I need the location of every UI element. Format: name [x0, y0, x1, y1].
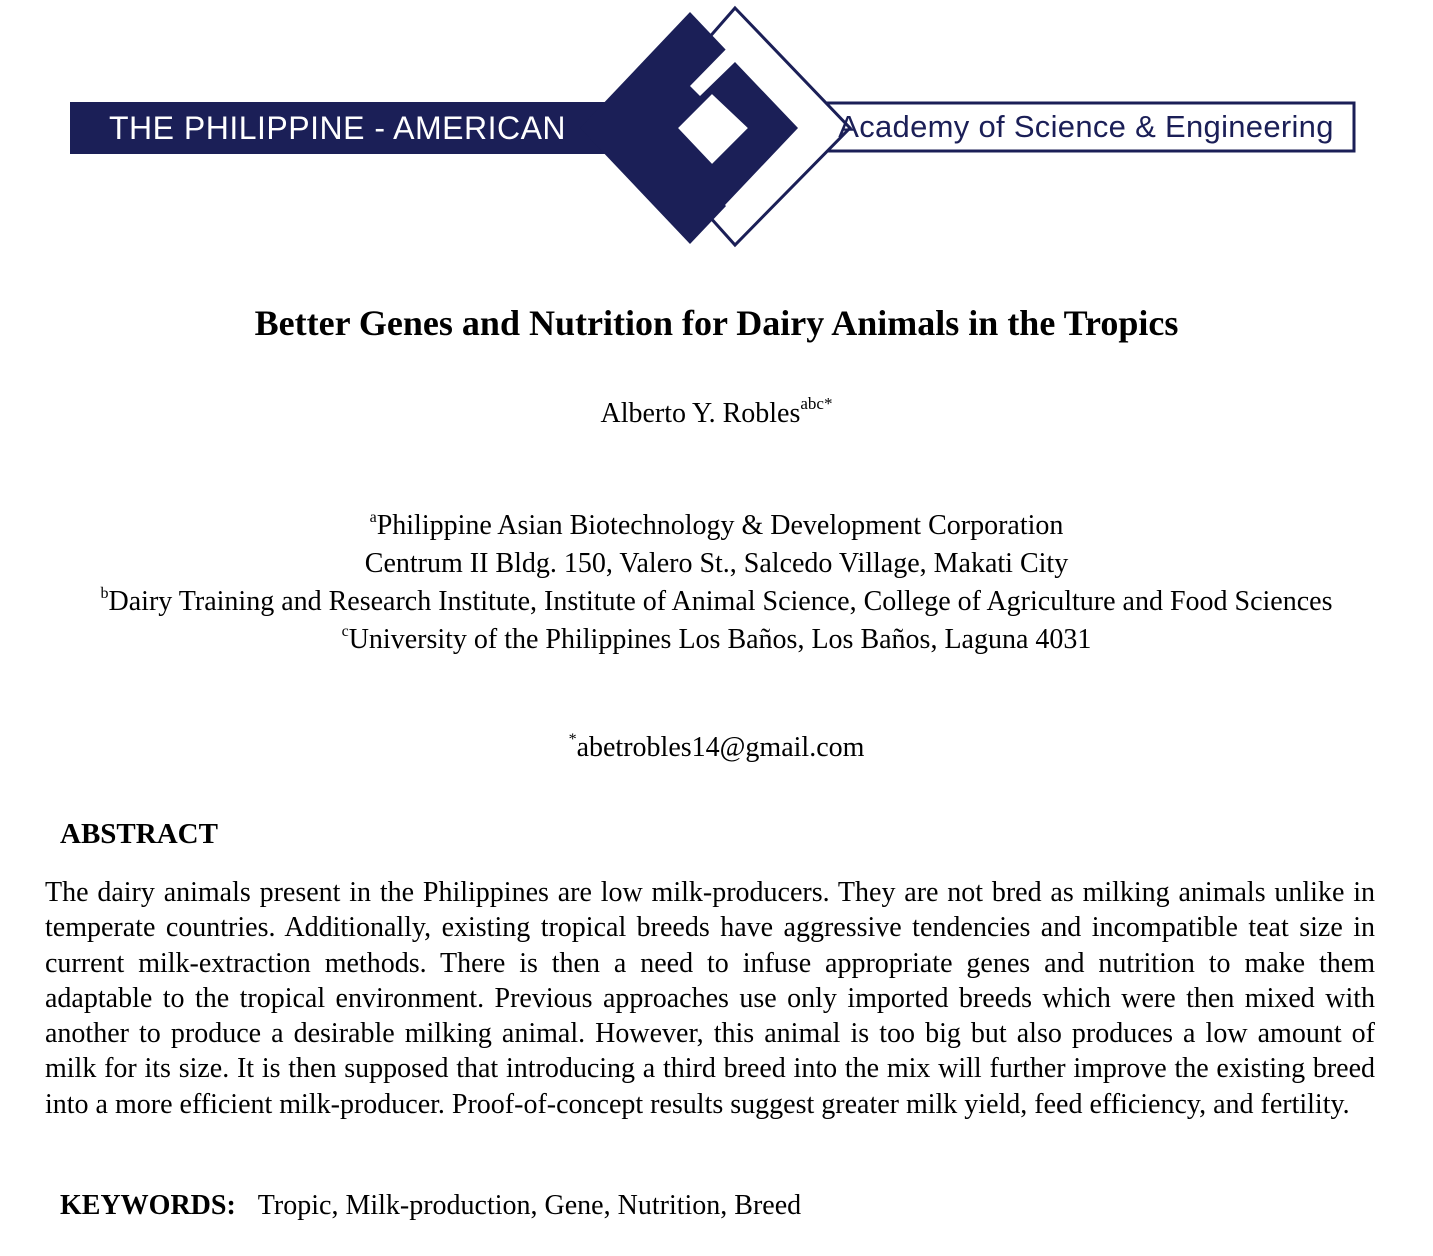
affiliations [60, 507, 1373, 659]
affiliation-text: Centrum II Bldg. 150, Valero St., Salcedo Village, Makati City [364, 548, 1069, 579]
affiliation-line [60, 621, 1373, 659]
corresponding-email [0, 732, 1433, 764]
banner-right-text: Academy of Science & Engineering [838, 109, 1334, 144]
affiliation-mark: a [369, 509, 377, 526]
affiliation-line [60, 545, 1373, 583]
author-affiliation-marks: abc* [800, 394, 833, 413]
affiliation-line [60, 507, 1373, 545]
keywords-text: Tropic, Milk-production, Gene, Nutrition, Breed [257, 1190, 802, 1221]
author-line [0, 394, 1433, 430]
keywords-label: KEYWORDS: [60, 1190, 236, 1221]
affiliation-mark: c [341, 623, 349, 640]
abstract-body: The dairy animals present in the Philippines are low milk-producers. They are not bred as milking animals unlike in temperate countries. Additionally, existing tropical breeds have aggressive tendencies and incompatible teat size in current milk-extraction methods. There is then a need to infuse appropriate genes and nutrition to make them adaptable to the tropical environment. Previous approaches use only imported breeds which were then mixed with another to produce a desirable milking animal. However, this animal is too big but also produces a low amount of milk for its size. It is then supposed that introducing a third breed into the mix will further improve the existing breed into a more efficient milk-producer. Proof-of-concept results suggest greater milk yield, feed efficiency, and fertility. [45, 877, 1375, 1120]
academy-banner [0, 0, 1433, 260]
affiliation-text: Philippine Asian Biotechnology & Development Corporation [376, 510, 1064, 541]
author-name: Alberto Y. Robles [600, 398, 801, 429]
abstract-heading: ABSTRACT [60, 818, 218, 850]
affiliation-text: Dairy Training and Research Institute, Institute of Animal Science, College of Agriculture and Food Sciences [108, 586, 1333, 617]
banner-left-text: THE PHILIPPINE - AMERICAN [108, 109, 567, 146]
paper-title: Better Genes and Nutrition for Dairy Animals in the Tropics [254, 303, 1179, 343]
affiliation-mark: b [100, 585, 109, 602]
email-address[interactable]: abetrobles14@gmail.com [576, 732, 865, 763]
email-mark: * [568, 731, 577, 748]
affiliation-text: University of the Philippines Los Baños, Los Baños, Laguna 4031 [348, 624, 1092, 655]
keywords-line [60, 1190, 801, 1222]
affiliation-line [60, 583, 1373, 621]
